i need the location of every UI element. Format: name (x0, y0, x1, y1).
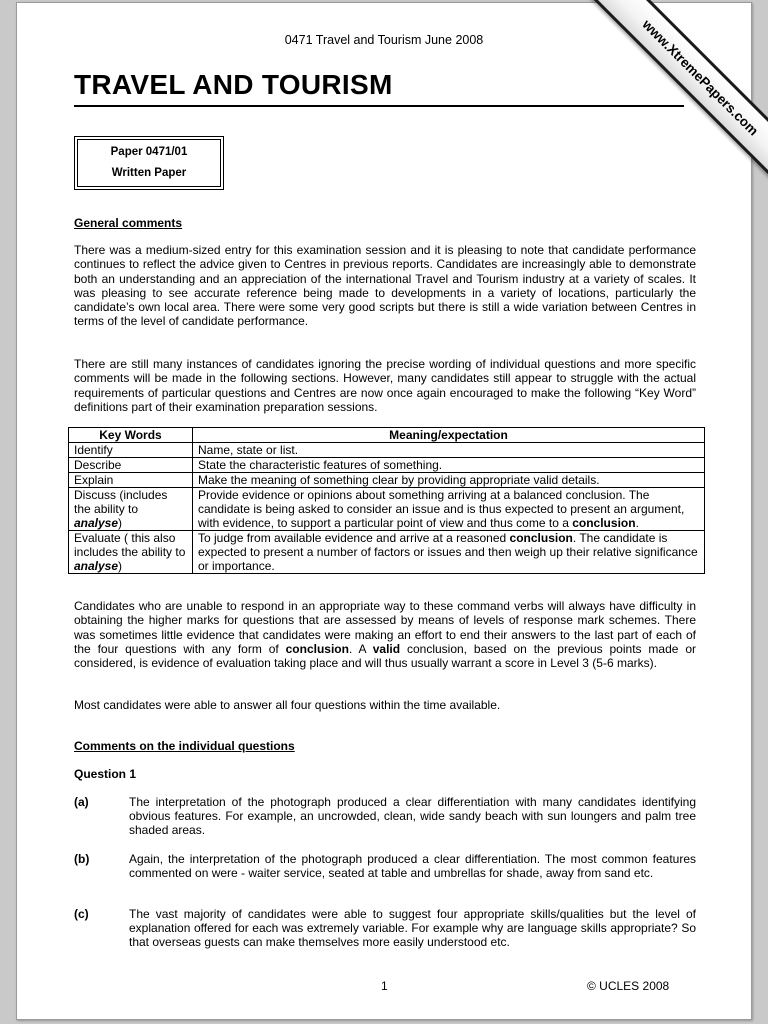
watermark-ribbon: www.XtremePapers.com (580, 0, 768, 198)
key-word-cell: Discuss (includes the ability to analyse) (69, 488, 193, 531)
table-header-row (69, 428, 705, 443)
page-number: 1 (381, 979, 388, 993)
meaning-cell: Name, state or list. (193, 443, 705, 458)
paper-number: Paper 0471/01 (110, 146, 188, 158)
question-part-label: (c) (74, 907, 89, 921)
meaning-cell: Provide evidence or opinions about something arriving at a balanced conclusion. The candidate is being asked to consider an issue and is thus expected to present an argument, with evidence, to support a particular point of view and thus come to a conclusion. (193, 488, 705, 531)
meaning-cell: Make the meaning of something clear by providing appropriate valid details. (193, 473, 705, 488)
general-comments-heading: General comments (74, 216, 183, 230)
copyright: © UCLES 2008 (587, 979, 670, 993)
table-row (69, 488, 705, 531)
question-part-text: Again, the interpretation of the photograph produced a clear differentiation. The most common features commented on were - waiter service, seated at table and umbrellas for shade, away from sand etc. (129, 852, 696, 880)
key-word-cell: Evaluate ( this also includes the ability to analyse) (69, 531, 193, 574)
command-verbs-paragraph: Candidates who are unable to respond in an appropriate way to these command verbs will always have difficulty in obtaining the higher marks for questions that are assessed by means of levels of response mark schemes. There was sometimes little evidence that candidates were making an effort to end their answers to the last part of each of the four questions with any form of conclusion. A valid conclusion, based on the previous points made or considered, is evidence of evaluation taking place and will thus usually warrant a score in Level 3 (5-6 marks). (74, 599, 696, 671)
meaning-cell: To judge from available evidence and arrive at a reasoned conclusion. The candidate is expected to present a number of factors or issues and then weigh up their relative significance or importance. (193, 531, 705, 574)
table-row (69, 473, 705, 488)
key-word-cell: Describe (69, 458, 193, 473)
table-row (69, 531, 705, 574)
meaning-cell: State the characteristic features of something. (193, 458, 705, 473)
time-available-paragraph: Most candidates were able to answer all four questions within the time available. (74, 698, 501, 712)
question-part-text: The interpretation of the photograph produced a clear differentiation with many candidates identifying obvious features. For example, an uncrowded, clean, wide sandy beach with sun loungers and palm tree shaded areas. (129, 795, 696, 837)
header-line: 0471 Travel and Tourism June 2008 (284, 33, 484, 47)
question-1-heading: Question 1 (74, 767, 137, 781)
general-paragraph-1: There was a medium-sized entry for this examination session and it is pleasing to note that candidate performance continues to reflect the advice given to Centres in previous reports. Candidates are increasingly able to demonstrate both an understanding and an appreciation of the international Travel and Tourism industry at a variety of scales. It was pleasing to see accurate reference being made to developments in a variety of locations, particularly the candidate’s own local area. There were some very good scripts but there is still a wide variation between Centres in terms of the level of candidate performance. (74, 243, 696, 329)
table-row (69, 443, 705, 458)
key-word-cell: Identify (69, 443, 193, 458)
question-part-text: The vast majority of candidates were able to suggest four appropriate skills/qualities but the level of explanation offered for each was extremely variable. For example why are language skills appropriate? So that overseas guests can make themselves more easily understood etc. (129, 907, 696, 949)
table-row (69, 458, 705, 473)
corner-ribbon (520, 0, 768, 230)
question-part-label: (b) (74, 852, 90, 866)
paper-info-box (74, 136, 224, 190)
paper-type: Written Paper (111, 167, 187, 179)
table-header-key-words: Key Words (69, 428, 193, 443)
question-part-label: (a) (74, 795, 89, 809)
key-words-table (68, 427, 705, 574)
individual-questions-heading: Comments on the individual questions (74, 739, 295, 753)
page-title: TRAVEL AND TOURISM (74, 69, 393, 100)
table-header-meaning: Meaning/expectation (193, 428, 705, 443)
general-paragraph-2: There are still many instances of candidates ignoring the precise wording of individual questions and more specific comments will be made in the following sections. However, many candidates still appear to struggle with the actual requirements of particular questions and Centres are now once again encouraged to make the following “Key Word” definitions part of their examination preparation sessions. (74, 357, 696, 414)
key-word-cell: Explain (69, 473, 193, 488)
